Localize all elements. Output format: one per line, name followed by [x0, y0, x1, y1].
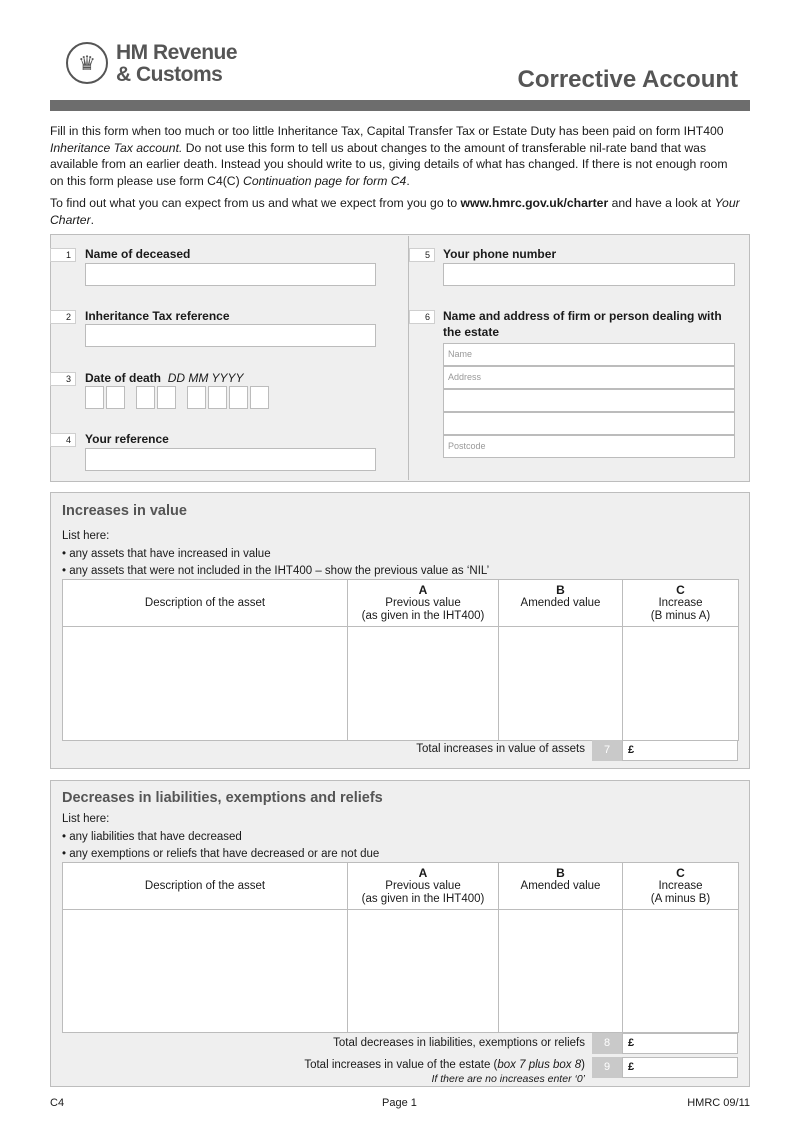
footer-page-number: Page 1 — [382, 1097, 417, 1109]
q1-label: Name of deceased — [85, 247, 191, 261]
form-title: Corrective Account — [517, 66, 738, 93]
header-rule — [50, 100, 750, 111]
decreases-list: List here: • any liabilities that have decreased • any exemptions or reliefs that have decreased or are not due — [62, 813, 380, 860]
date-format-hint: DD MM YYYY — [167, 371, 244, 385]
box-9-field[interactable]: £ — [622, 1057, 738, 1078]
deceased-name-field[interactable] — [85, 263, 376, 286]
q3-number: 3 — [50, 372, 76, 386]
increases-table — [62, 579, 739, 741]
increases-col-a: A Previous value (as given in the IHT400) — [348, 580, 499, 627]
intro-paragraph-2: To find out what you can expect from us and what we expect from you go to www.hmrc.gov.uk/charter and have a look at Your Charter. — [50, 196, 740, 227]
panel-divider — [408, 236, 409, 480]
q2-number: 2 — [50, 310, 76, 324]
increases-list: List here: • any assets that have increased in value • any assets that were not included in the IHT400 – show the previous value as ‘NIL’ — [62, 530, 490, 577]
hmrc-logo — [66, 42, 246, 90]
decreases-col-description: Description of the asset — [63, 863, 348, 910]
intro-paragraph-1: Fill in this form when too much or too little Inheritance Tax, Capital Transfer Tax or Estate Duty has been paid on form IHT400 Inheritance Tax account. Do not use this form to tell us about changes to the amount of transferable nil-rate band that was available from an earlier death. Instead you should write to us, giving details of what has changed. If there is not enough room on this form please use form C4(C) Continuation page for form C4. — [50, 124, 728, 188]
q2-label: Inheritance Tax reference — [85, 309, 230, 323]
footer-form-code: C4 — [50, 1097, 65, 1109]
total8-label: Total decreases in liabilities, exemptions or reliefs — [333, 1037, 585, 1049]
q4-number: 4 — [50, 433, 76, 447]
agent-address-line-2[interactable] — [443, 389, 735, 412]
decreases-col-c: C Increase (A minus B) — [623, 863, 739, 910]
box-7-field[interactable]: £ — [622, 740, 738, 761]
box-9-number: 9 — [592, 1057, 622, 1078]
iht-reference-field[interactable] — [85, 324, 376, 347]
increases-col-c: C Increase (B minus A) — [623, 580, 739, 627]
royal-crest-icon: ♛ — [66, 42, 108, 84]
box-7-number: 7 — [592, 740, 622, 761]
date-year-digit-2[interactable] — [208, 386, 227, 409]
date-year-digit-3[interactable] — [229, 386, 248, 409]
agent-address-line-3[interactable] — [443, 412, 735, 435]
q1-number: 1 — [50, 248, 76, 262]
date-year-digit-1[interactable] — [187, 386, 206, 409]
q4-label: Your reference — [85, 432, 169, 446]
decreases-amended-value-cell[interactable] — [499, 910, 623, 1033]
agent-postcode-field[interactable]: Postcode — [443, 435, 735, 458]
date-year-digit-4[interactable] — [250, 386, 269, 409]
total9-note: If there are no increases enter ‘0’ — [431, 1073, 585, 1085]
date-day-digit-2[interactable] — [106, 386, 125, 409]
charter-link[interactable]: www.hmrc.gov.uk/charter — [460, 196, 609, 210]
date-month-digit-2[interactable] — [157, 386, 176, 409]
total9-label: Total increases in value of the estate (box 7 plus box 8) — [304, 1059, 585, 1071]
increases-col-description: Description of the asset — [63, 580, 348, 627]
decreases-title: Decreases in liabilities, exemptions and reliefs — [62, 790, 383, 806]
decreases-col-b: B Amended value — [499, 863, 623, 910]
agent-address-line-1[interactable]: Address — [443, 366, 735, 389]
date-month-digit-1[interactable] — [136, 386, 155, 409]
total7-label: Total increases in value of assets — [416, 743, 585, 755]
decreases-description-cell[interactable] — [63, 910, 348, 1033]
decreases-previous-value-cell[interactable] — [348, 910, 499, 1033]
date-day-digit-1[interactable] — [85, 386, 104, 409]
q5-number: 5 — [409, 248, 435, 262]
increases-previous-value-cell[interactable] — [348, 627, 499, 741]
increases-amended-value-cell[interactable] — [499, 627, 623, 741]
box-8-field[interactable]: £ — [622, 1033, 738, 1054]
brand-name: HM Revenue & Customs — [116, 41, 238, 86]
footer-version: HMRC 09/11 — [687, 1097, 750, 1109]
increases-increase-cell[interactable] — [623, 627, 739, 741]
q6-label: Name and address of firm or person dealing with the estate — [443, 309, 722, 339]
your-reference-field[interactable] — [85, 448, 376, 471]
increases-col-b: B Amended value — [499, 580, 623, 627]
phone-number-field[interactable] — [443, 263, 735, 286]
increases-description-cell[interactable] — [63, 627, 348, 741]
q6-number: 6 — [409, 310, 435, 324]
decreases-increase-cell[interactable] — [623, 910, 739, 1033]
decreases-table — [62, 862, 739, 1033]
increases-title: Increases in value — [62, 503, 187, 519]
box-8-number: 8 — [592, 1033, 622, 1054]
q5-label: Your phone number — [443, 247, 557, 261]
decreases-col-a: A Previous value (as given in the IHT400) — [348, 863, 499, 910]
q3-label: Date of death DD MM YYYY — [85, 371, 244, 385]
agent-name-field[interactable]: Name — [443, 343, 735, 366]
